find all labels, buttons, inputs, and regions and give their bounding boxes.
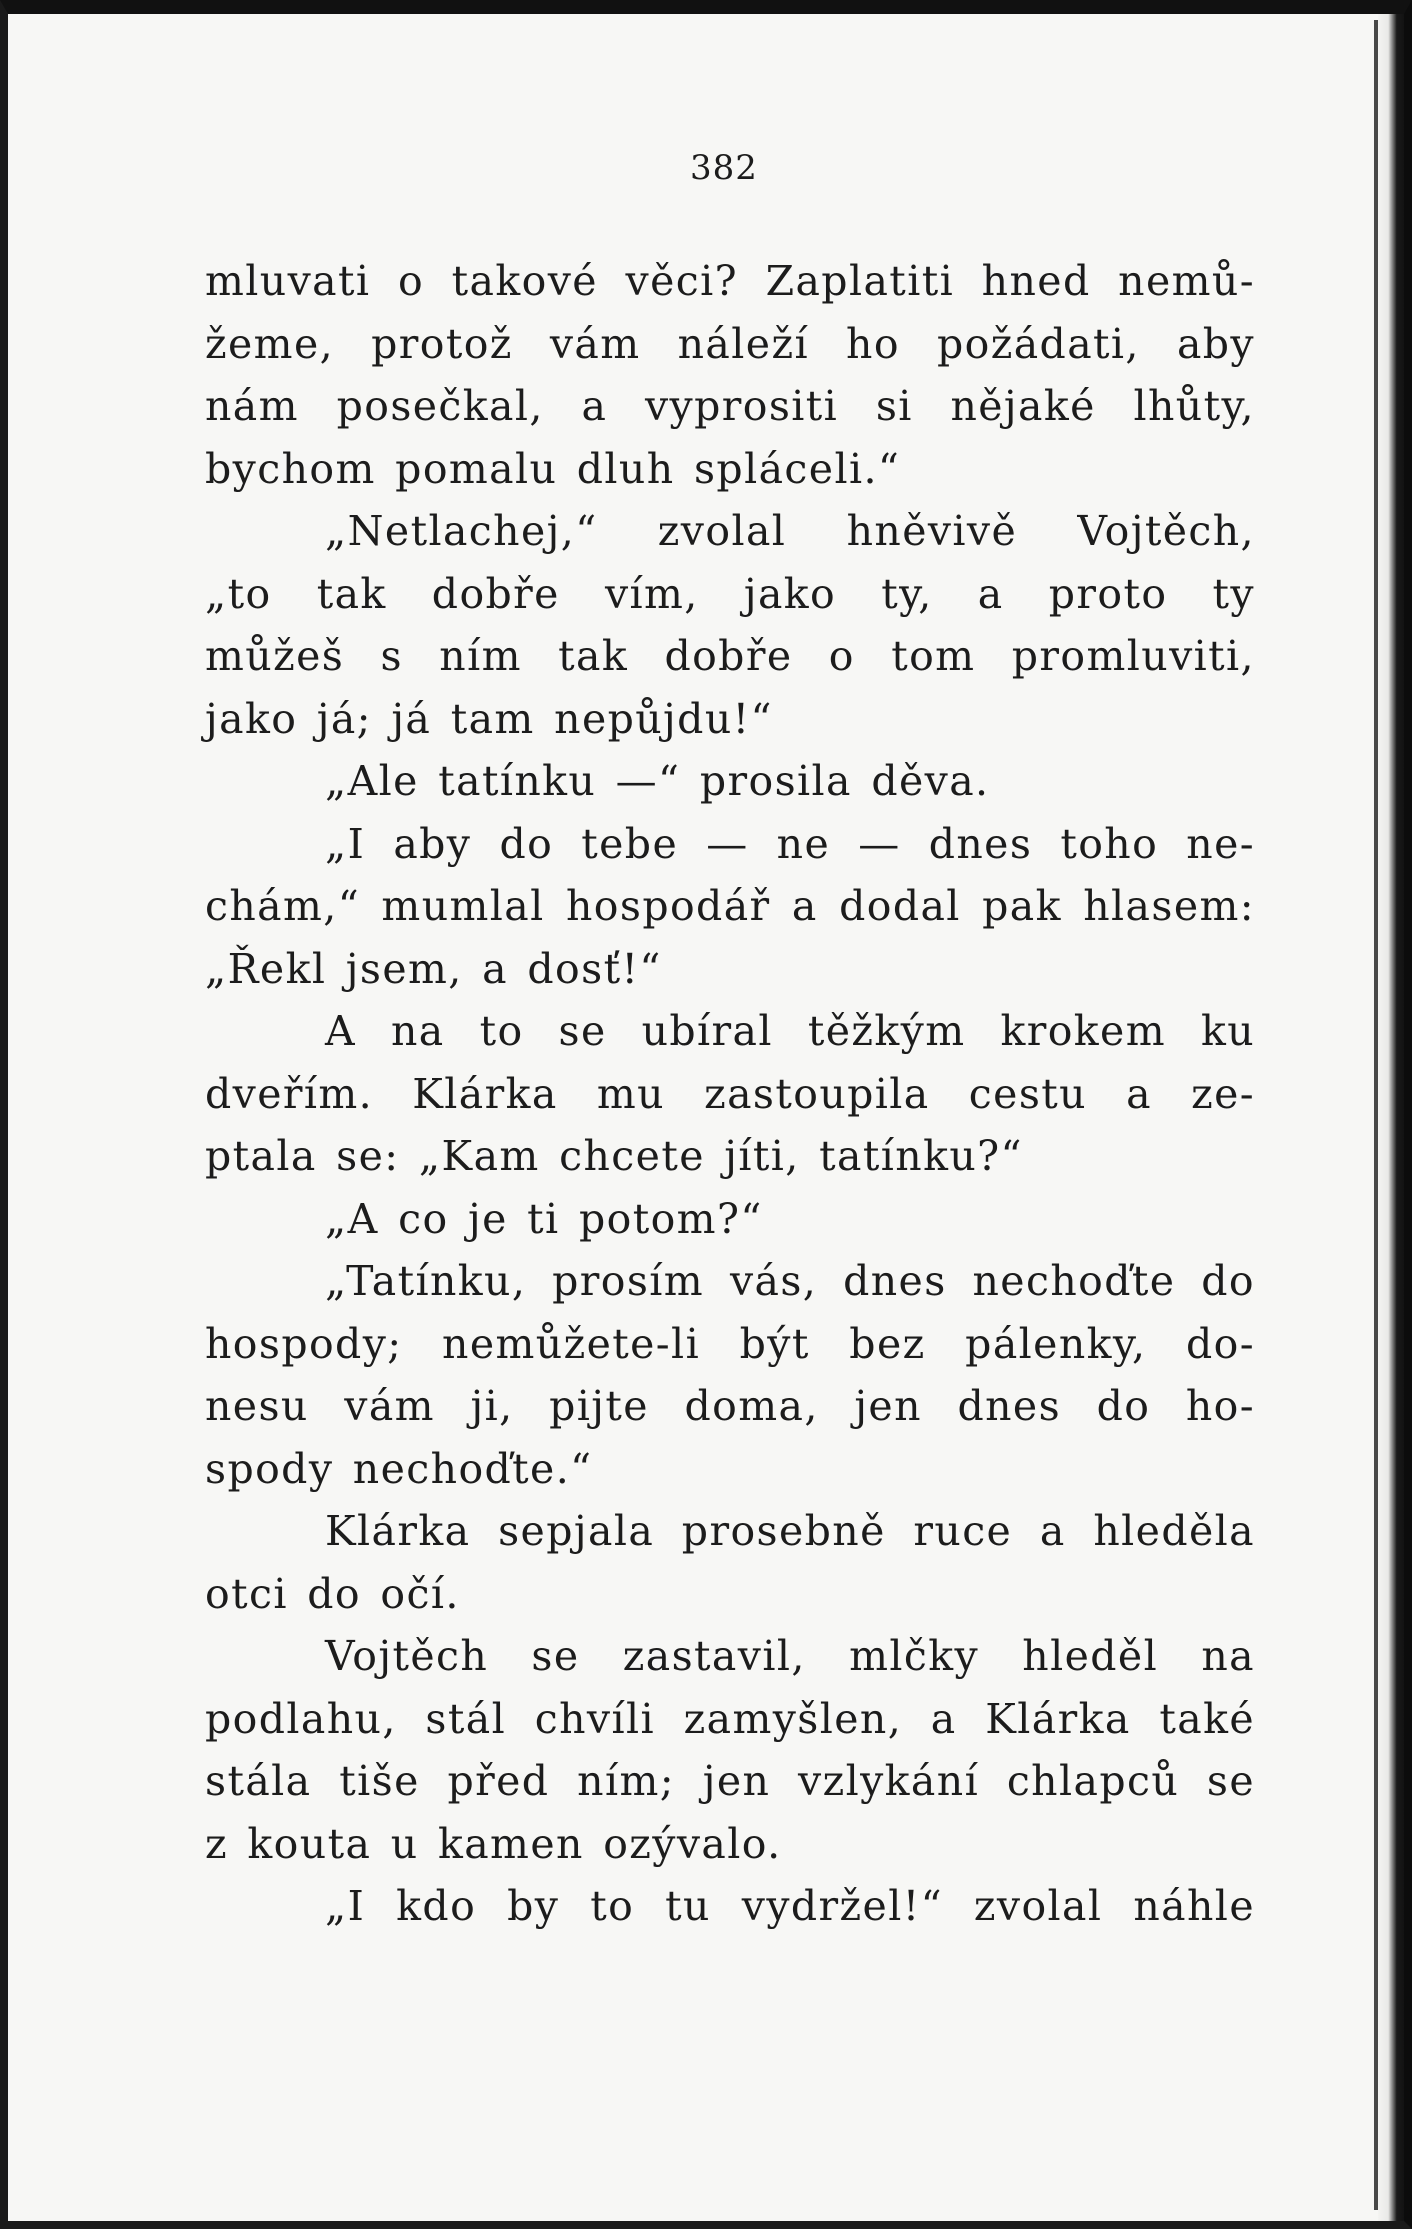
- page-number: 382: [690, 148, 758, 188]
- text-line: chám,“ mumlal hospodář a dodal pak hlasem:: [205, 882, 1255, 930]
- text-line: mluvati o takové věci? Zaplatiti hned nemů-: [205, 257, 1255, 305]
- text-line: jako já; já tam nepůjdu!“: [205, 694, 773, 743]
- text-line: hospody; nemůžete-li být bez pálenky, do-: [205, 1319, 1255, 1368]
- text-line: podlahu, stál chvíli zamyšlen, a Klárka také: [205, 1694, 1255, 1743]
- text-line: „A co je ti potom?“: [325, 1194, 763, 1243]
- text-line: spody nechoďte.“: [205, 1444, 593, 1493]
- text-line: Klárka sepjala prosebně ruce a hleděla: [325, 1507, 1255, 1555]
- text-line: „Tatínku, prosím vás, dnes nechoďte do: [325, 1257, 1255, 1305]
- paragraph-10: [205, 1875, 1255, 1938]
- text-line: nám posečkal, a vyprositi si nějaké lhůty,: [205, 382, 1255, 430]
- paragraph-4: [205, 813, 1255, 1001]
- paragraph-1: [205, 250, 1255, 500]
- text-line: žeme, protož vám náleží ho požádati, aby: [205, 319, 1255, 368]
- paragraph-3: [205, 750, 1255, 813]
- text-line: nesu vám ji, pijte doma, jen dnes do ho-: [205, 1382, 1255, 1430]
- paragraph-2: [205, 500, 1255, 750]
- text-line: „I kdo by to tu vydržel!“ zvolal náhle: [325, 1882, 1255, 1930]
- paragraph-7: [205, 1250, 1255, 1500]
- text-line: „to tak dobře vím, jako ty, a proto ty: [205, 569, 1255, 618]
- text-line: „Řekl jsem, a dosť!“: [205, 944, 662, 993]
- paragraph-6: [205, 1188, 1255, 1251]
- text-line: „Netlachej,“ zvolal hněvivě Vojtěch,: [325, 507, 1255, 555]
- text-line: dveřím. Klárka mu zastoupila cestu a ze-: [205, 1069, 1255, 1118]
- paragraph-5: [205, 1000, 1255, 1188]
- text-line: z kouta u kamen ozývalo.: [205, 1819, 782, 1868]
- text-line: A na to se ubíral těžkým krokem ku: [325, 1007, 1255, 1055]
- text-line: ptala se: „Kam chcete jíti, tatínku?“: [205, 1132, 1023, 1180]
- text-line: „Ale tatínku —“ prosila děva.: [325, 757, 990, 805]
- text-line: Vojtěch se zastavil, mlčky hleděl na: [325, 1632, 1255, 1680]
- text-line: můžeš s ním tak dobře o tom promluviti,: [205, 632, 1255, 680]
- paragraph-9: [205, 1625, 1255, 1875]
- text-line: otci do očí.: [205, 1569, 460, 1618]
- page-text: [205, 250, 1255, 1938]
- scan-edge-line: [1374, 20, 1378, 2210]
- paragraph-8: [205, 1500, 1255, 1625]
- text-line: stála tiše před ním; jen vzlykání chlapců se: [205, 1757, 1255, 1805]
- text-line: bychom pomalu dluh spláceli.“: [205, 444, 901, 493]
- text-line: „I aby do tebe — ne — dnes toho ne-: [325, 819, 1255, 868]
- scan-right-edge: [1378, 0, 1412, 2229]
